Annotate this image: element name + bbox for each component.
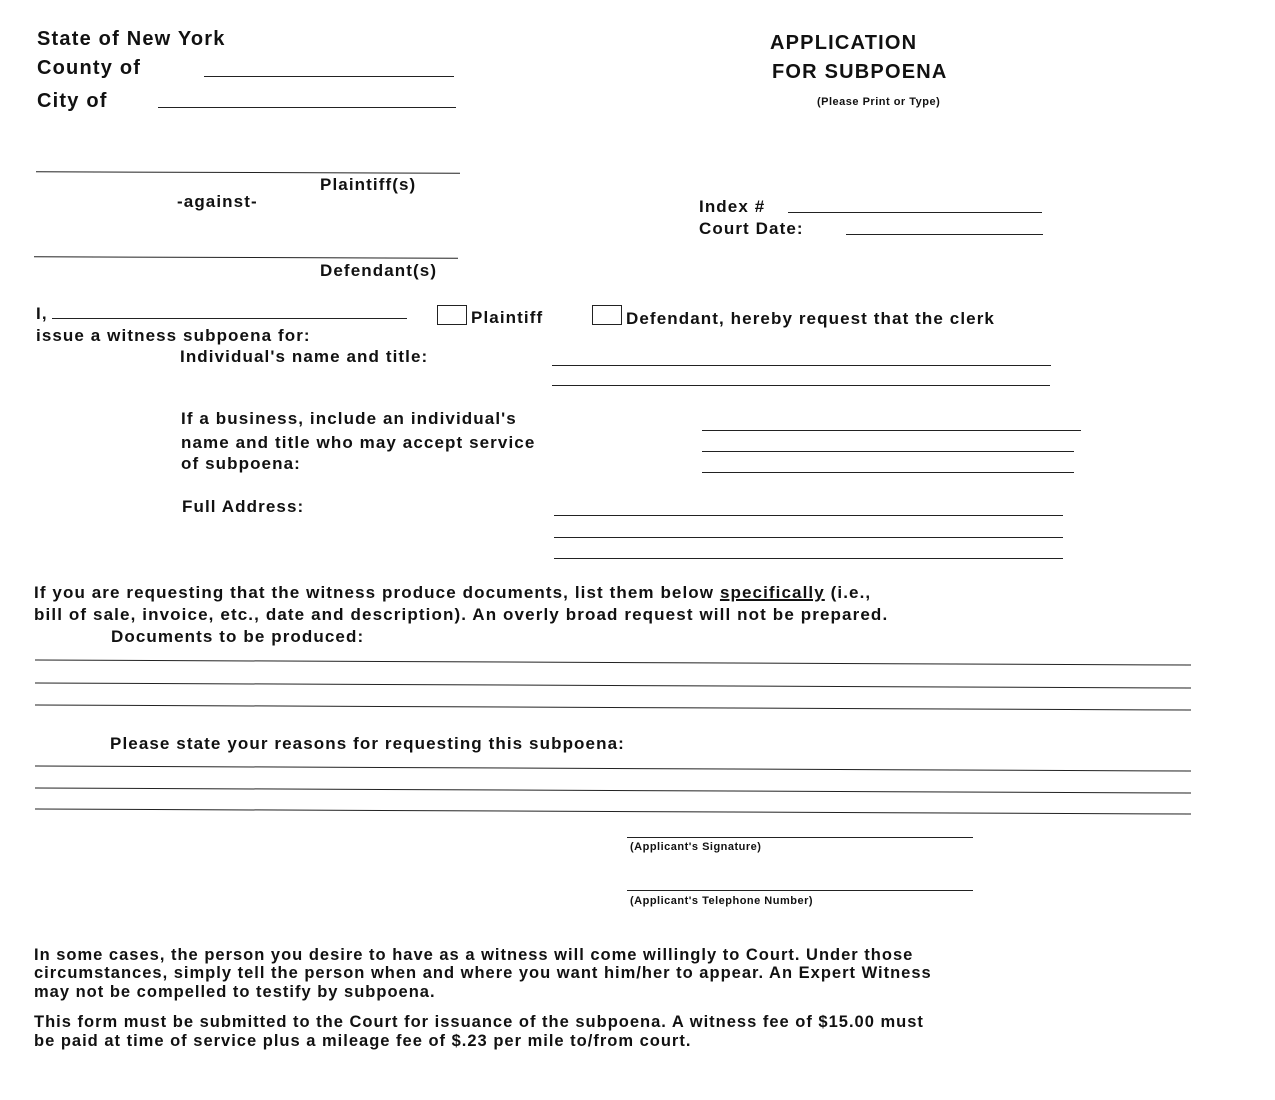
note2-line1: This form must be submitted to the Court for issuance of the subpoena. A witness fee of $15.00 must <box>34 1013 924 1031</box>
county-field[interactable] <box>204 76 454 77</box>
court-date-field[interactable] <box>846 234 1043 235</box>
defendant-field[interactable] <box>34 256 458 258</box>
note1-line3: may not be compelled to testify by subpoena. <box>34 983 436 1001</box>
business-label-line2: name and title who may accept service <box>181 433 536 452</box>
individual-field-2[interactable] <box>552 385 1050 386</box>
address-field-1[interactable] <box>554 515 1063 516</box>
plaintiff-option-label: Plaintiff <box>471 308 544 327</box>
telephone-caption: (Applicant's Telephone Number) <box>630 895 814 907</box>
form-title-line1: APPLICATION <box>770 32 918 54</box>
documents-label: Documents to be produced: <box>111 627 365 646</box>
business-label-line1: If a business, include an individual's <box>181 409 517 428</box>
city-field[interactable] <box>158 107 456 108</box>
against-label: -against- <box>177 192 258 211</box>
documents-intro-line2: bill of sale, invoice, etc., date and description). An overly broad request will not be prepared. <box>34 605 889 624</box>
telephone-field[interactable] <box>627 890 973 891</box>
plaintiff-checkbox[interactable] <box>437 305 467 325</box>
business-field-3[interactable] <box>702 472 1074 473</box>
individual-field-1[interactable] <box>552 365 1051 366</box>
city-label: City of <box>37 90 108 112</box>
business-field-2[interactable] <box>702 451 1074 452</box>
individual-label: Individual's name and title: <box>180 347 429 366</box>
index-field[interactable] <box>788 212 1042 213</box>
address-field-2[interactable] <box>554 537 1063 538</box>
note1-line2: circumstances, simply tell the person when and where you want him/her to appear. An Expert Witness <box>34 964 932 982</box>
address-label: Full Address: <box>182 497 305 516</box>
business-label-line3: of subpoena: <box>181 454 301 473</box>
request-continuation: issue a witness subpoena for: <box>36 326 311 345</box>
reasons-field-3[interactable] <box>35 808 1191 814</box>
documents-field-3[interactable] <box>35 704 1191 710</box>
note1-line1: In some cases, the person you desire to have as a witness will come willingly to Court. Under those <box>34 946 914 964</box>
reasons-label: Please state your reasons for requesting this subpoena: <box>110 734 625 753</box>
defendant-label: Defendant(s) <box>320 261 438 280</box>
business-field-1[interactable] <box>702 430 1081 431</box>
signature-field[interactable] <box>627 837 973 838</box>
note2-line2: be paid at time of service plus a mileage fee of $.23 per mile to/from court. <box>34 1032 692 1050</box>
court-date-label: Court Date: <box>699 219 804 238</box>
documents-intro-part1: If you are requesting that the witness produce documents, list them below <box>34 583 720 602</box>
documents-intro-part2: (i.e., <box>824 583 872 602</box>
documents-field-2[interactable] <box>35 682 1191 688</box>
index-label: Index # <box>699 197 766 216</box>
i-label: I, <box>36 304 48 323</box>
form-title-line2: FOR SUBPOENA <box>772 61 948 83</box>
documents-field-1[interactable] <box>35 659 1191 665</box>
state-heading: State of New York <box>37 28 226 50</box>
defendant-option-label: Defendant, hereby request that the clerk <box>626 309 995 328</box>
signature-caption: (Applicant's Signature) <box>630 841 762 853</box>
applicant-name-field[interactable] <box>52 318 407 319</box>
address-field-3[interactable] <box>554 558 1063 559</box>
plaintiff-field[interactable] <box>36 171 460 173</box>
plaintiff-label: Plaintiff(s) <box>320 175 417 194</box>
county-label: County of <box>37 57 142 79</box>
reasons-field-2[interactable] <box>35 787 1191 793</box>
reasons-field-1[interactable] <box>35 765 1191 771</box>
documents-intro-line1 <box>34 584 871 601</box>
defendant-checkbox[interactable] <box>592 305 622 325</box>
print-note: (Please Print or Type) <box>817 96 941 108</box>
documents-intro-emphasis: specifically <box>719 583 825 602</box>
